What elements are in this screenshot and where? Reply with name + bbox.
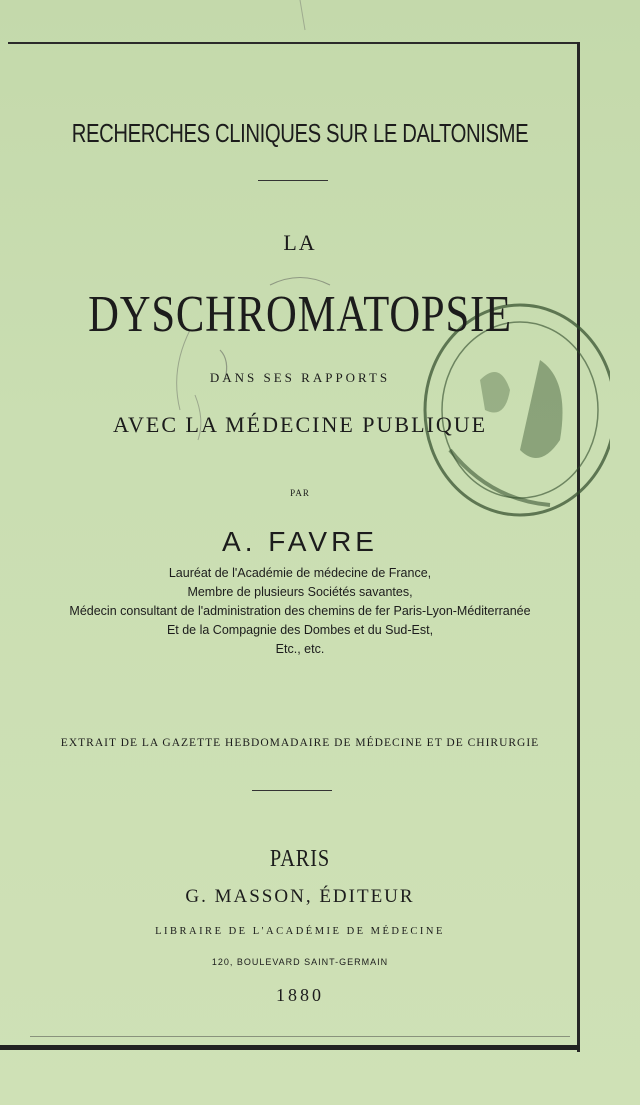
- main-title: DYSCHROMATOPSIE: [88, 286, 512, 343]
- subtitle-line-2: AVEC LA MÉDECINE PUBLIQUE: [112, 412, 488, 437]
- publication-year: 1880: [276, 985, 324, 1005]
- credential-line: Etc., etc.: [275, 642, 325, 656]
- article-label: LA: [283, 230, 317, 255]
- extract-rule: [252, 790, 332, 791]
- credential-line: Médecin consultant de l'administration des chemins de fer Paris-Lyon-Méditerranée: [69, 604, 531, 618]
- extract-note: EXTRAIT DE LA GAZETTE HEBDOMADAIRE DE MÉDECINE ET DE CHIRURGIE: [60, 737, 540, 749]
- title-rule: [258, 180, 328, 181]
- series-title: RECHERCHES CLINIQUES SUR LE DALTONISME: [71, 118, 529, 148]
- subtitle-line-1: DANS SES RAPPORTS: [209, 370, 391, 385]
- publisher-address: 120, BOULEVARD SAINT-GERMAIN: [211, 957, 389, 967]
- credential-line: Et de la Compagnie des Dombes et du Sud-Est,: [166, 623, 434, 637]
- credential-line: Membre de plusieurs Sociétés savantes,: [187, 585, 413, 599]
- publisher-description: LIBRAIRE DE L'ACADÉMIE DE MÉDECINE: [155, 926, 445, 937]
- publisher-name: G. MASSON, ÉDITEUR: [185, 886, 415, 907]
- by-label: PAR: [290, 488, 310, 498]
- credential-line: Lauréat de l'Académie de médecine de France,: [168, 566, 432, 580]
- author-name: A. FAVRE: [222, 526, 378, 557]
- publication-city: PARIS: [269, 846, 331, 872]
